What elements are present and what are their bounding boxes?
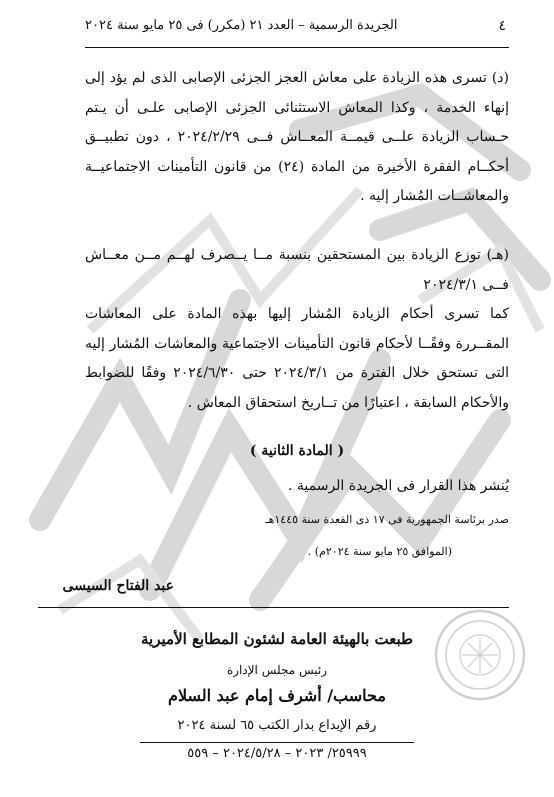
- article-heading: ( المادة الثانية ): [249, 443, 345, 459]
- header-rule: [85, 47, 509, 48]
- paragraph-scope: كما تسرى أحكام الزيادة المُشار إليها بهذه المادة على المعاشات المقــررة وفقًــا لأحكام قانون التأمينات الاجتماعية والمعاشات المُشار إليه التى تستحق خلال الفترة من ٢٠٢٤/٣/١ حتى ٢٠٢٤/٦/٣٠ وفقًا للضوابط والأحكام السابقة ، اعتبارًا من تــاريخ استحقاق المعاش .: [85, 306, 509, 411]
- imprint-rule: [140, 742, 414, 743]
- print-code: ٢٥٩٩٩/ ٢٠٢٣ – ٢٠٢٤/٥/٢٨ – ٥٥٩: [187, 746, 367, 761]
- signature-name: عبد الفتاح السيسى: [62, 578, 174, 594]
- printer-name: طبعت بالهيئة العامة لشئون المطابع الأميرية: [141, 630, 413, 648]
- issued-line: صدر برئاسة الجمهورية فى ١٧ ذى القعدة سنة ١٤٤٥هـ: [265, 513, 509, 526]
- header-title: الجريدة الرسمية – العدد ٢١ (مكرر) فى ٢٥ مايو سنة ٢٠٢٤: [85, 18, 398, 33]
- footer-rule: [38, 607, 509, 608]
- chairman-name: محاسب/ أشرف إمام عبد السلام: [168, 686, 386, 705]
- publish-line: يُنشر هذا القرار فى الجريدة الرسمية .: [287, 478, 509, 494]
- paragraph-d: (د) تسرى هذه الزيادة على معاش العجز الجزئى الإصابى الذى لم يؤد إلى إنهاء الخدمة ، وكذا المعاش الاستثنائى الجزئى الإصابى علـى أن يـتم حـساب الزيادة علــى قيمــة المعــاش فــى ٢٠٢٤/٢/٢٩ ، دون تطبيــق أحكــام الفقرة الأخيرة من المادة (٢٤) من قانون التأمينات الاجتماعيــة والمعاشــات المُشار إليه .: [85, 70, 509, 204]
- corresponding-date-line: (الموافق ٢٥ مايو سنة ٢٠٢٤م) .: [307, 545, 452, 558]
- running-header: [85, 18, 506, 40]
- page-number: ٤: [498, 18, 506, 34]
- board-title: رئيس مجلس الإدارة: [226, 663, 328, 677]
- paragraph-h: (هـ) توزع الزيادة بين المستحقين بنسبة مــا يــصرف لهــم مــن معــاش فــى ٢٠٢٤/٣/١: [85, 247, 509, 293]
- deposit-number: رقم الإيداع بدار الكتب ٦٥ لسنة ٢٠٢٤: [177, 718, 377, 733]
